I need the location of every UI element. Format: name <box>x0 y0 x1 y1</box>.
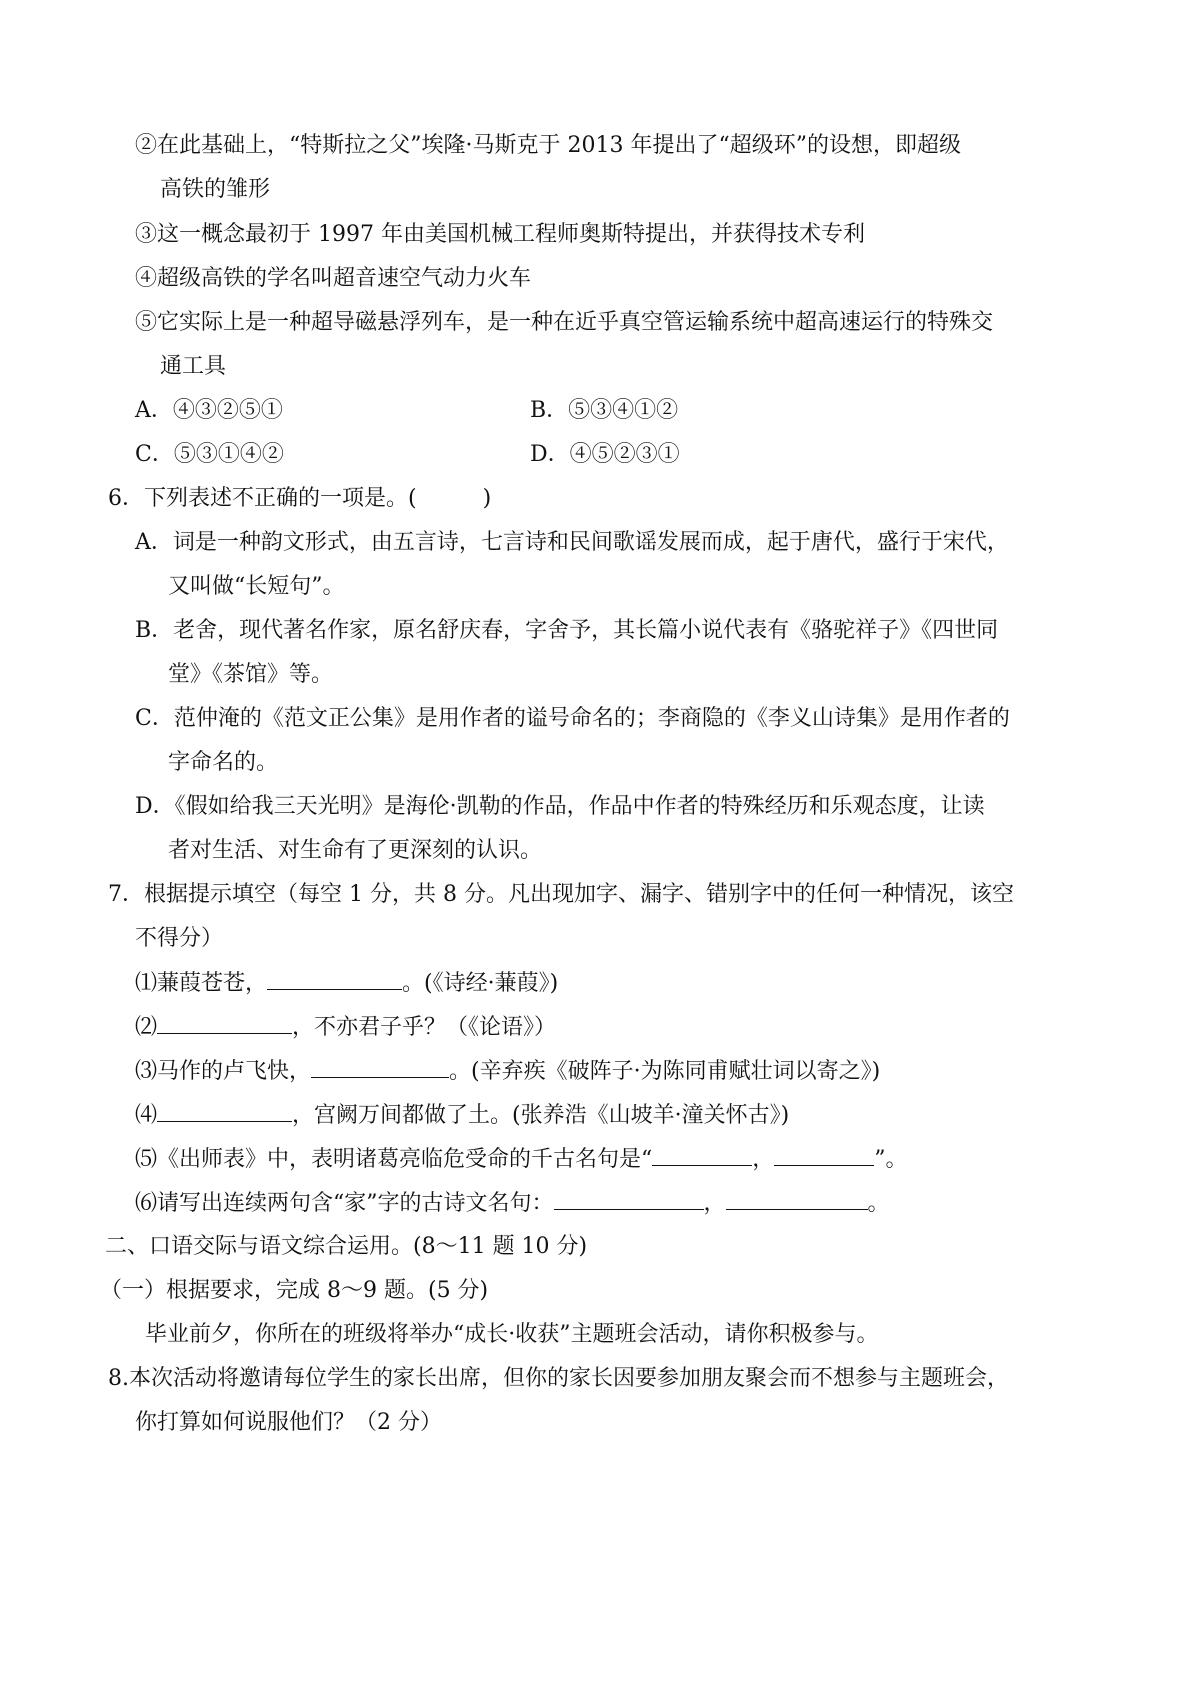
q5-item-2-line-2: 高铁的雏形 <box>160 177 271 202</box>
q7-blank-1-source: 。(《诗经·蒹葭》) <box>402 971 559 996</box>
q7-answer-blank-5b[interactable] <box>774 1145 874 1166</box>
q6-option-b-line-2: 堂》《茶馆》等。 <box>168 662 334 687</box>
q6-option-b-line-1: B．老舍，现代著名作家，原名舒庆春，字舍予，其长篇小说代表有《骆驼祥子》《四世同 <box>135 618 999 643</box>
q7-blank-5-close: ”。 <box>874 1147 908 1172</box>
q5-item-5-line-1: ⑤它实际上是一种超导磁悬浮列车，是一种在近乎真空管运输系统中超高速运行的特殊交 <box>135 310 994 335</box>
q6-stem: 6．下列表述不正确的一项是。( ) <box>108 486 492 511</box>
q7-blank-4-row <box>135 1101 789 1130</box>
q5-item-5-line-2: 通工具 <box>160 354 227 379</box>
q5-option-c: C．⑤③①④② <box>135 442 284 467</box>
q7-blank-4-source: ，宫阙万间都做了土。(张养浩《山坡羊·潼关怀古》) <box>292 1103 790 1128</box>
q7-answer-blank-4[interactable] <box>157 1101 292 1122</box>
q7-stem-line-1: 7．根据提示填空（每空 1 分，共 8 分。凡出现加字、漏字、错别字中的任何一种情况，该空 <box>108 882 1014 907</box>
q6-option-c-line-1: C．范仲淹的《范文正公集》是用作者的谥号命名的；李商隐的《李义山诗集》是用作者的 <box>135 706 1010 731</box>
q7-blank-1-row <box>135 969 558 998</box>
q7-answer-blank-2[interactable] <box>157 1013 292 1034</box>
q7-blank-6-prompt: ⑹请写出连续两句含“家”字的古诗文名句： <box>135 1191 554 1216</box>
q6-option-c-line-2: 字命名的。 <box>168 750 279 775</box>
q7-blank-4-prompt: ⑷ <box>135 1103 158 1128</box>
q8-stem-line-2: 你打算如何说服他们？（2 分） <box>135 1410 442 1435</box>
q5-option-b: B．⑤③④①② <box>530 398 679 423</box>
q7-stem-line-2: 不得分） <box>135 926 224 951</box>
q5-option-d: D．④⑤②③① <box>530 442 680 467</box>
q6-option-d-line-2: 者对生活、对生命有了更深刻的认识。 <box>168 838 543 863</box>
q6-option-d-line-1: D．《假如给我三天光明》是海伦·凯勒的作品，作品中作者的特殊经历和乐观态度，让读 <box>135 794 985 819</box>
q7-answer-blank-6b[interactable] <box>726 1189 868 1210</box>
q7-blank-5-separator: ， <box>752 1147 775 1172</box>
q7-blank-2-prompt: ⑵ <box>135 1015 158 1040</box>
q6-option-a-line-1: A．词是一种韵文形式，由五言诗，七言诗和民间歌谣发展而成，起于唐代，盛行于宋代， <box>135 530 1009 555</box>
q7-blank-6-close: 。 <box>867 1191 890 1216</box>
q6-option-a-line-2: 又叫做“长短句”。 <box>168 574 345 599</box>
q7-blank-5-row <box>135 1145 908 1174</box>
q7-blank-6-separator: ， <box>703 1191 726 1216</box>
section-2-intro: 毕业前夕，你所在的班级将举办“成长·收获”主题班会活动，请你积极参与。 <box>145 1322 879 1347</box>
q5-option-a: A．④③②⑤① <box>135 398 283 423</box>
q7-answer-blank-1[interactable] <box>267 969 402 990</box>
q8-stem-line-1: 8.本次活动将邀请每位学生的家长出席，但你的家长因要参加朋友聚会而不想参与主题班会， <box>108 1366 1009 1391</box>
q7-blank-2-source: ，不亦君子乎？（《论语》） <box>292 1015 557 1040</box>
q5-item-3: ③这一概念最初于 1997 年由美国机械工程师奥斯特提出，并获得技术专利 <box>135 222 865 247</box>
q7-answer-blank-6a[interactable] <box>554 1189 704 1210</box>
q7-answer-blank-5a[interactable] <box>652 1145 752 1166</box>
section-2-heading: 二、口语交际与语文综合运用。(8～11 题 10 分) <box>105 1234 588 1259</box>
q7-blank-5-prompt: ⑸《出师表》中，表明诸葛亮临危受命的千古名句是“ <box>135 1147 653 1172</box>
q7-blank-3-row <box>135 1057 880 1086</box>
q7-blank-3-source: 。(辛弃疾《破阵子·为陈同甫赋壮词以寄之》) <box>449 1059 881 1084</box>
q7-answer-blank-3[interactable] <box>311 1057 449 1078</box>
q7-blank-3-prompt: ⑶马作的卢飞快， <box>135 1059 312 1084</box>
q7-blank-2-row <box>135 1013 556 1042</box>
section-2-part-1-heading: （一）根据要求，完成 8～9 题。(5 分) <box>100 1278 489 1303</box>
q7-blank-1-prompt: ⑴蒹葭苍苍， <box>135 971 268 996</box>
q5-item-4: ④超级高铁的学名叫超音速空气动力火车 <box>135 266 532 291</box>
q7-blank-6-row <box>135 1189 890 1218</box>
q5-item-2-line-1: ②在此基础上，“特斯拉之父”埃隆·马斯克于 2013 年提出了“超级环”的设想，即超级 <box>135 133 961 158</box>
